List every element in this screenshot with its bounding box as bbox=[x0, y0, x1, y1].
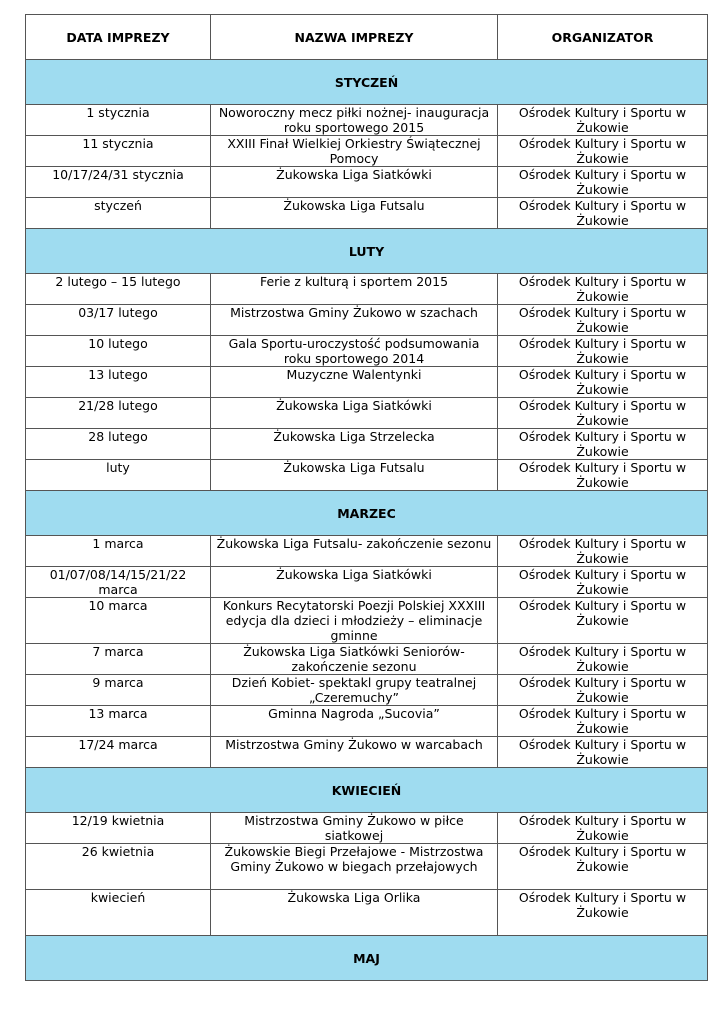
table-row bbox=[26, 336, 708, 367]
event-name: Noworoczny mecz piłki nożnej- inauguracja roku sportowego 2015 bbox=[211, 105, 498, 136]
events-table-container bbox=[25, 14, 707, 981]
table-row bbox=[26, 844, 708, 890]
month-row bbox=[26, 491, 708, 536]
event-organizer: Ośrodek Kultury i Sportu w Żukowie bbox=[498, 398, 708, 429]
event-organizer: Ośrodek Kultury i Sportu w Żukowie bbox=[498, 105, 708, 136]
event-organizer: Ośrodek Kultury i Sportu w Żukowie bbox=[498, 136, 708, 167]
table-row bbox=[26, 567, 708, 598]
event-name: Żukowska Liga Siatkówki Seniorów- zakończenie sezonu bbox=[211, 644, 498, 675]
header-name: NAZWA IMPREZY bbox=[211, 15, 498, 60]
events-table bbox=[25, 14, 708, 981]
event-organizer: Ośrodek Kultury i Sportu w Żukowie bbox=[498, 274, 708, 305]
table-row bbox=[26, 367, 708, 398]
month-row bbox=[26, 936, 708, 981]
event-name: Żukowska Liga Futsalu- zakończenie sezonu bbox=[211, 536, 498, 567]
event-organizer: Ośrodek Kultury i Sportu w Żukowie bbox=[498, 844, 708, 890]
event-date: 11 stycznia bbox=[26, 136, 211, 167]
event-organizer: Ośrodek Kultury i Sportu w Żukowie bbox=[498, 706, 708, 737]
month-header: KWIECIEŃ bbox=[26, 768, 708, 813]
event-date: 01/07/08/14/15/21/22 marca bbox=[26, 567, 211, 598]
event-organizer: Ośrodek Kultury i Sportu w Żukowie bbox=[498, 567, 708, 598]
event-date: 2 lutego – 15 lutego bbox=[26, 274, 211, 305]
month-header: MAJ bbox=[26, 936, 708, 981]
event-name: Żukowska Liga Strzelecka bbox=[211, 429, 498, 460]
event-organizer: Ośrodek Kultury i Sportu w Żukowie bbox=[498, 367, 708, 398]
event-name: Żukowska Liga Futsalu bbox=[211, 198, 498, 229]
event-organizer: Ośrodek Kultury i Sportu w Żukowie bbox=[498, 167, 708, 198]
event-date: 26 kwietnia bbox=[26, 844, 211, 890]
event-name: XXIII Finał Wielkiej Orkiestry Świątecznej Pomocy bbox=[211, 136, 498, 167]
event-name: Żukowska Liga Siatkówki bbox=[211, 167, 498, 198]
event-name: Gminna Nagroda „Sucovia” bbox=[211, 706, 498, 737]
event-organizer: Ośrodek Kultury i Sportu w Żukowie bbox=[498, 536, 708, 567]
event-name: Żukowska Liga Siatkówki bbox=[211, 398, 498, 429]
event-name: Gala Sportu-uroczystość podsumowania roku sportowego 2014 bbox=[211, 336, 498, 367]
table-row bbox=[26, 198, 708, 229]
header-row bbox=[26, 15, 708, 60]
table-row bbox=[26, 274, 708, 305]
event-date: 7 marca bbox=[26, 644, 211, 675]
event-organizer: Ośrodek Kultury i Sportu w Żukowie bbox=[498, 644, 708, 675]
event-name: Żukowska Liga Futsalu bbox=[211, 460, 498, 491]
event-date: 10/17/24/31 stycznia bbox=[26, 167, 211, 198]
event-date: 17/24 marca bbox=[26, 737, 211, 768]
table-row bbox=[26, 398, 708, 429]
event-name: Żukowskie Biegi Przełajowe - Mistrzostwa Gminy Żukowo w biegach przełajowych bbox=[211, 844, 498, 890]
table-row bbox=[26, 460, 708, 491]
event-organizer: Ośrodek Kultury i Sportu w Żukowie bbox=[498, 198, 708, 229]
event-date: 12/19 kwietnia bbox=[26, 813, 211, 844]
event-date: 1 stycznia bbox=[26, 105, 211, 136]
event-name: Ferie z kulturą i sportem 2015 bbox=[211, 274, 498, 305]
month-header: LUTY bbox=[26, 229, 708, 274]
event-organizer: Ośrodek Kultury i Sportu w Żukowie bbox=[498, 675, 708, 706]
event-name: Mistrzostwa Gminy Żukowo w szachach bbox=[211, 305, 498, 336]
month-header: MARZEC bbox=[26, 491, 708, 536]
table-row bbox=[26, 305, 708, 336]
table-row bbox=[26, 675, 708, 706]
event-name: Żukowska Liga Orlika bbox=[211, 890, 498, 936]
event-name: Żukowska Liga Siatkówki bbox=[211, 567, 498, 598]
table-row bbox=[26, 536, 708, 567]
table-row bbox=[26, 890, 708, 936]
event-date: 21/28 lutego bbox=[26, 398, 211, 429]
event-date: luty bbox=[26, 460, 211, 491]
month-row bbox=[26, 60, 708, 105]
table-row bbox=[26, 167, 708, 198]
event-name: Mistrzostwa Gminy Żukowo w warcabach bbox=[211, 737, 498, 768]
table-row bbox=[26, 644, 708, 675]
event-organizer: Ośrodek Kultury i Sportu w Żukowie bbox=[498, 737, 708, 768]
event-date: kwiecień bbox=[26, 890, 211, 936]
event-organizer: Ośrodek Kultury i Sportu w Żukowie bbox=[498, 598, 708, 644]
event-date: styczeń bbox=[26, 198, 211, 229]
event-name: Mistrzostwa Gminy Żukowo w piłce siatkowej bbox=[211, 813, 498, 844]
table-row bbox=[26, 136, 708, 167]
event-name: Konkurs Recytatorski Poezji Polskiej XXXIII edycja dla dzieci i młodzieży – eliminacje gminne bbox=[211, 598, 498, 644]
table-row bbox=[26, 813, 708, 844]
event-name: Dzień Kobiet- spektakl grupy teatralnej „Czeremuchy” bbox=[211, 675, 498, 706]
event-date: 10 lutego bbox=[26, 336, 211, 367]
table-row bbox=[26, 429, 708, 460]
event-organizer: Ośrodek Kultury i Sportu w Żukowie bbox=[498, 305, 708, 336]
event-date: 10 marca bbox=[26, 598, 211, 644]
header-date: DATA IMPREZY bbox=[26, 15, 211, 60]
event-organizer: Ośrodek Kultury i Sportu w Żukowie bbox=[498, 429, 708, 460]
month-row bbox=[26, 768, 708, 813]
event-organizer: Ośrodek Kultury i Sportu w Żukowie bbox=[498, 890, 708, 936]
event-organizer: Ośrodek Kultury i Sportu w Żukowie bbox=[498, 336, 708, 367]
event-organizer: Ośrodek Kultury i Sportu w Żukowie bbox=[498, 460, 708, 491]
event-date: 13 lutego bbox=[26, 367, 211, 398]
event-organizer: Ośrodek Kultury i Sportu w Żukowie bbox=[498, 813, 708, 844]
event-date: 28 lutego bbox=[26, 429, 211, 460]
table-row bbox=[26, 598, 708, 644]
table-row bbox=[26, 105, 708, 136]
event-date: 9 marca bbox=[26, 675, 211, 706]
events-table-body bbox=[26, 60, 708, 981]
table-row bbox=[26, 706, 708, 737]
month-row bbox=[26, 229, 708, 274]
table-row bbox=[26, 737, 708, 768]
month-header: STYCZEŃ bbox=[26, 60, 708, 105]
event-date: 03/17 lutego bbox=[26, 305, 211, 336]
event-date: 13 marca bbox=[26, 706, 211, 737]
header-organizer: ORGANIZATOR bbox=[498, 15, 708, 60]
event-name: Muzyczne Walentynki bbox=[211, 367, 498, 398]
event-date: 1 marca bbox=[26, 536, 211, 567]
